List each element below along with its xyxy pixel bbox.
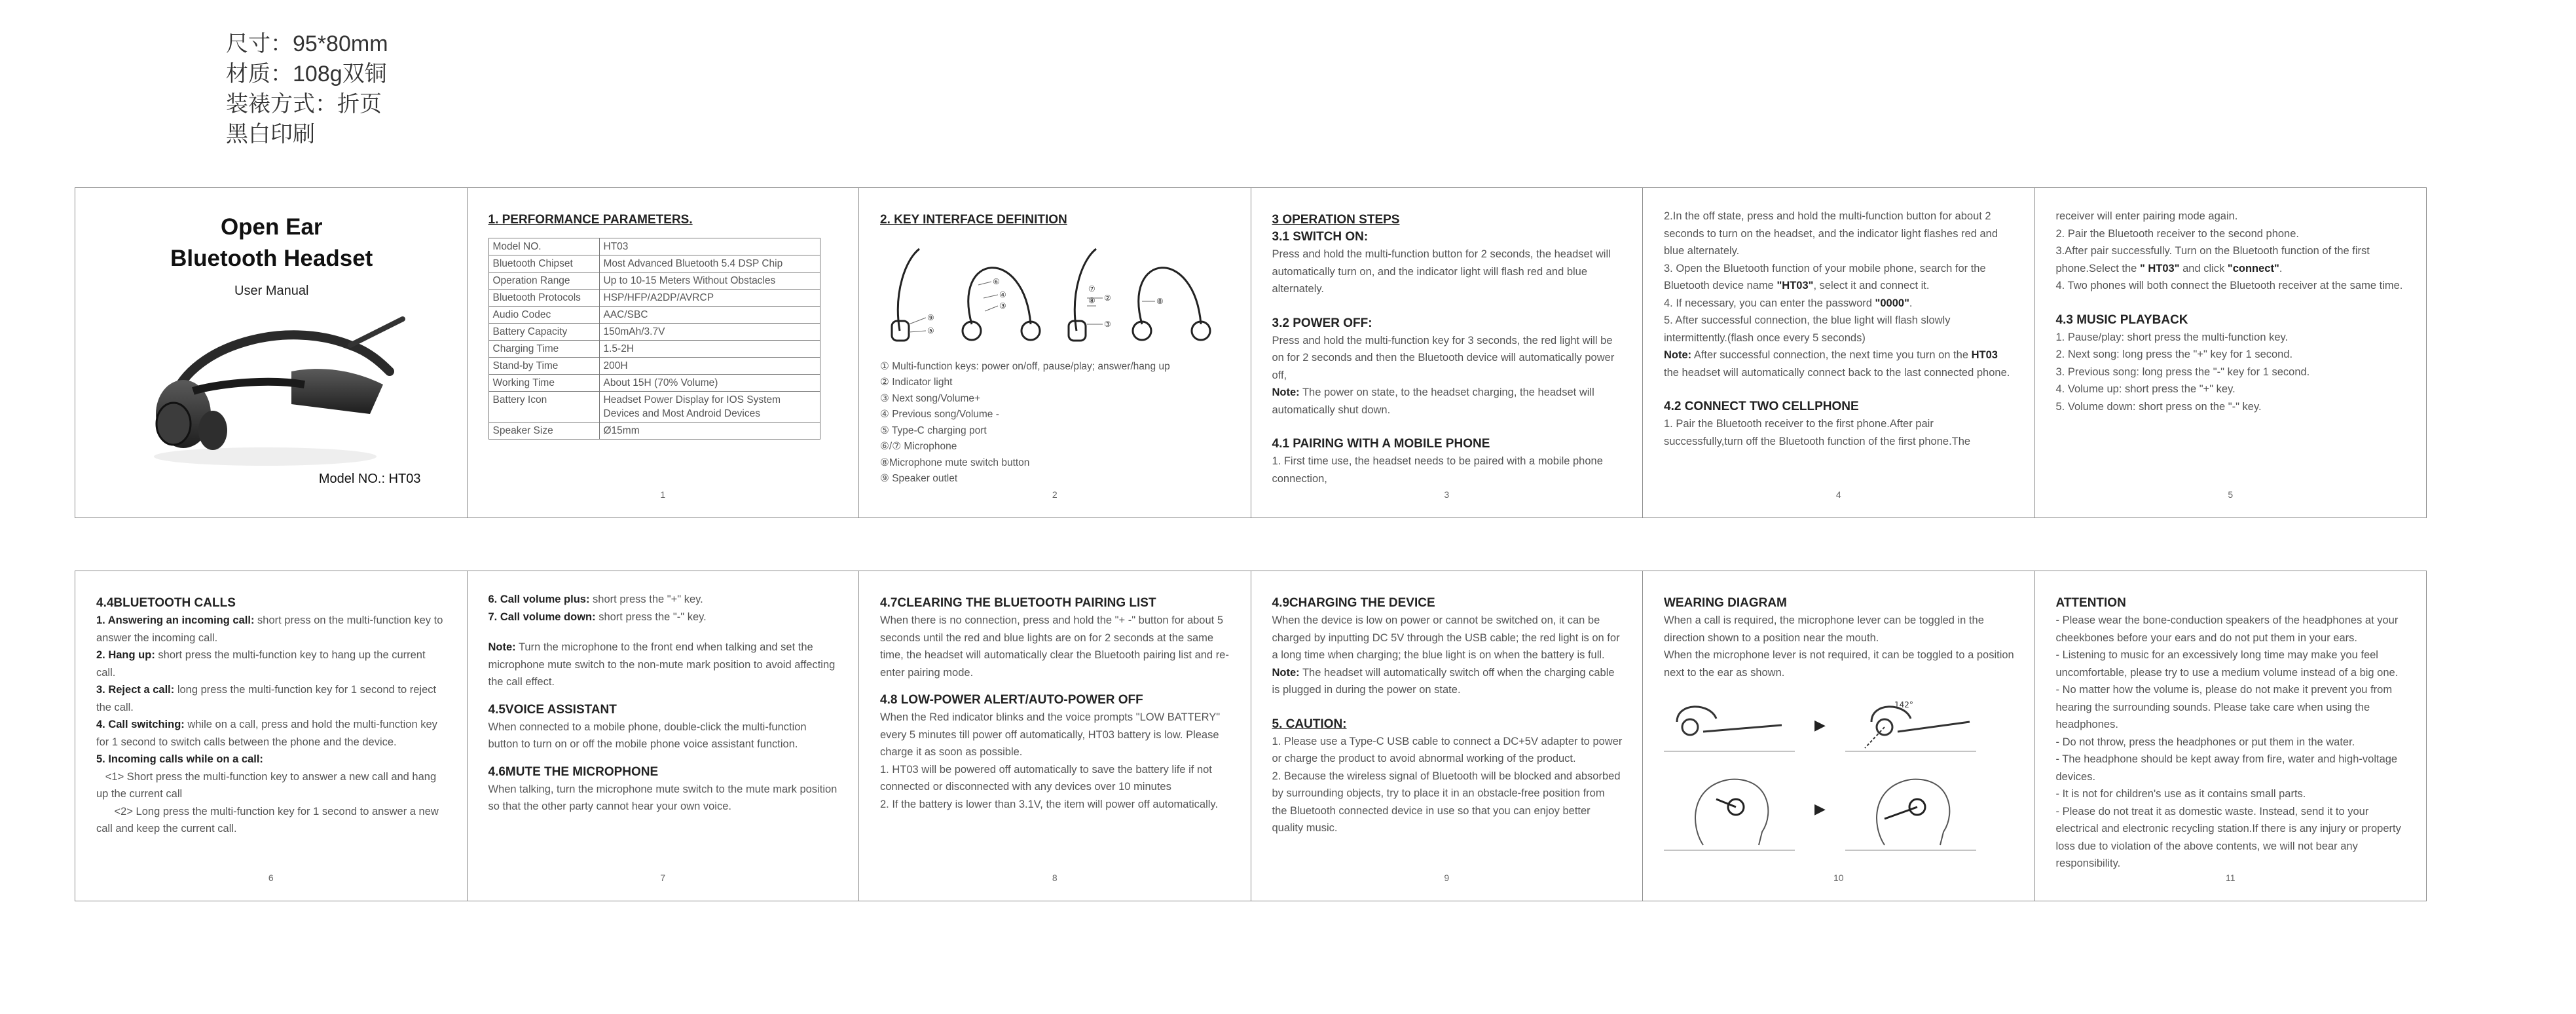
legend-item: ① Multi-function keys: power on/off, pause/play; answer/hang up: [880, 360, 1170, 372]
mute-text: When talking, turn the microphone mute switch to the mute mark position so that the other party cannot hear your own voice.: [488, 783, 837, 812]
spec-print: 黑白印刷: [226, 122, 315, 147]
pairing-note: [1664, 347, 2015, 381]
music-item: 5. Volume down: short press on the "-" key.: [2055, 400, 2262, 413]
text: 3.After pair successfully. Turn on the Bluetooth function of the first phone.Select the: [2055, 245, 2370, 274]
power-off-note: [1272, 384, 1623, 419]
switch-on-text: Press and hold the multi-function button for 2 seconds, the headset will automatically turn on, and the indicator light will flash red and blue alternately.: [1272, 248, 1611, 295]
two-phone-step-3: [2056, 242, 2407, 277]
text: .: [1909, 297, 1913, 309]
performance-heading: 1. PERFORMANCE PARAMETERS.: [488, 213, 693, 227]
spec-value: Ø15mm: [599, 423, 820, 440]
note-label: Note:: [1272, 666, 1300, 679]
attention-item: - It is not for children's use as it contains small parts.: [2055, 788, 2306, 800]
call-item: [96, 681, 447, 716]
spec-value: Most Advanced Bluetooth 5.4 DSP Chip: [599, 255, 820, 272]
spec-value: AAC/SBC: [599, 307, 820, 324]
spec-table: [488, 238, 820, 440]
spec-row: [488, 255, 820, 272]
page-8-panel: [859, 571, 1251, 901]
caution-item: 1. Please use a Type-C USB cable to connect a DC+5V adapter to power or charge the product to avoid abnormal working of the product.: [1272, 735, 1623, 764]
attention-heading: ATTENTION: [2055, 596, 2126, 610]
wearing-text-2: When the microphone lever is not required, it can be toggled to a position next to the ear as shown.: [1664, 649, 2014, 679]
spec-key: Stand-by Time: [488, 358, 599, 375]
page-10-panel: [1643, 571, 2035, 901]
spec-value: 200H: [599, 358, 820, 375]
attention-item: - No matter how the volume is, please do not make it prevent you from hearing the surrounding sounds. Please take care when using the headphones.: [2055, 684, 2393, 730]
spec-value: About 15H (70% Volume): [599, 375, 820, 392]
legend-item: ⑥/⑦ Microphone: [880, 441, 957, 452]
text: short press the "-" key.: [595, 610, 707, 623]
page-5-panel: [2035, 188, 2427, 517]
volume-up-item: [488, 591, 839, 609]
page-11-panel: [2035, 571, 2427, 901]
charging-text: When the device is low on power or cannot be switched on, it can be charged by inputting DC 5V through the USB cable; the red light is on for a long time when charging; the blue light is on when the battery is full.: [1272, 614, 1620, 661]
page-number: 9: [1444, 872, 1450, 883]
music-heading: 4.3 MUSIC PLAYBACK: [2055, 312, 2188, 327]
text: short press the "+" key.: [589, 593, 703, 605]
head-profile-mic-illustration: [1845, 766, 1976, 852]
clear-pairing-heading: 4.7CLEARING THE BLUETOOTH PAIRING LIST: [880, 596, 1156, 610]
spec-row: [488, 324, 820, 341]
spec-row: [488, 375, 820, 392]
headset-mic-down-illustration: [1664, 696, 1795, 755]
note-label: Note:: [1664, 349, 1692, 361]
spec-value: Up to 10-15 Meters Without Obstacles: [599, 272, 820, 290]
page-7-panel: [468, 571, 860, 901]
voice-assistant-heading: 4.5VOICE ASSISTANT: [488, 702, 617, 717]
svg-text:⑨: ⑨: [927, 313, 934, 322]
voice-assistant-text: When connected to a mobile phone, double-click the multi-function button to turn on or off the mobile phone voice assistant function.: [488, 721, 807, 750]
page-number: 5: [2228, 489, 2234, 500]
label: 2. Hang up:: [96, 649, 155, 661]
spec-row: [488, 290, 820, 307]
legend-item: ⑤ Type-C charging port: [880, 424, 987, 436]
page-6-panel: [75, 571, 468, 901]
legend-item: ⑧Microphone mute switch button: [880, 457, 1030, 468]
page-number: 3: [1444, 489, 1450, 500]
angle-label: 142°: [1894, 700, 1913, 709]
low-power-item: 1. HT03 will be powered off automatically to save the battery life if not connected or disconnected with any devices over 10 minutes: [880, 763, 1212, 793]
two-phone-step-2: 2. Pair the Bluetooth receiver to the second phone.: [2055, 227, 2299, 240]
spec-row: [488, 423, 820, 440]
call-item: [96, 612, 447, 647]
page-2-panel: [859, 188, 1251, 517]
spec-key: Battery Capacity: [488, 324, 599, 341]
text: , select it and connect it.: [1813, 280, 1930, 291]
label: 6. Call volume plus:: [488, 593, 590, 605]
text: short press the multi-function key to hang up the current call.: [96, 649, 426, 679]
page-number: 1: [660, 489, 666, 500]
charging-heading: 4.9CHARGING THE DEVICE: [1272, 596, 1435, 610]
pairing-step-4: [1664, 295, 2015, 312]
head-profile-illustration: [1664, 766, 1795, 852]
wearing-diagram-row-1: [1664, 696, 2015, 755]
call-item: [96, 751, 447, 768]
label: 7. Call volume down:: [488, 610, 596, 623]
page-number: 7: [660, 872, 666, 883]
call-sub-item: <1> Short press the multi-function key to answer a new call and hang up the current call: [96, 770, 439, 800]
legend-item: ④ Previous song/Volume -: [880, 409, 999, 420]
text: and click: [2179, 262, 2228, 274]
caution-item: 2. Because the wireless signal of Bluetooth will be blocked and absorbed by surrounding objects, try to place it in an obstacle-free position from the Bluetooth connected device in use so that you can enjoy better quality music.: [1272, 770, 1621, 834]
power-off-text: Press and hold the multi-function key for 3 seconds, the red light will be on for 2 seconds and then the Bluetooth device will automatically power off,: [1272, 334, 1615, 381]
page-1-panel: [468, 188, 860, 517]
note-label: Note:: [488, 641, 516, 653]
label: 1. Answering an incoming call:: [96, 614, 255, 626]
two-phone-heading: 4.2 CONNECT TWO CELLPHONE: [1664, 400, 1859, 413]
wearing-diagram-row-2: [1664, 766, 2015, 852]
clear-pairing-text: When there is no connection, press and hold the "+ -" button for about 5 seconds until the red and blue lights are on for 2 seconds at the same time, the headset will automatically clear the Bluetooth pairing list and re-enter pairing mode.: [880, 614, 1229, 679]
text: 3. Open the Bluetooth function of your mobile phone, search for the Bluetooth device name: [1664, 262, 1986, 291]
page-number: 8: [1052, 872, 1058, 883]
svg-text:⑧: ⑧: [1156, 297, 1164, 306]
spec-key: Working Time: [488, 375, 599, 392]
page-3-panel: [1251, 188, 1644, 517]
two-phone-text: 1. Pair the Bluetooth receiver to the first phone.After pair successfully,turn off the Bluetooth function of the first phone.The: [1664, 418, 1971, 447]
spec-row: [488, 392, 820, 423]
legend-item: ② Indicator light: [880, 377, 953, 388]
spec-binding: 装裱方式：折页: [226, 92, 382, 117]
spec-size: 尺寸：95*80mm: [226, 31, 388, 56]
spec-key: Charging Time: [488, 341, 599, 358]
headset-mic-angle-illustration: [1845, 696, 1976, 755]
key-interface-heading: 2. KEY INTERFACE DEFINITION: [880, 213, 1067, 227]
cover-panel: [75, 188, 468, 517]
legend-item: ③ Next song/Volume+: [880, 392, 981, 404]
spec-value: 150mAh/3.7V: [599, 324, 820, 341]
svg-text:⑤: ⑤: [927, 326, 934, 335]
spec-row: [488, 307, 820, 324]
model-number: Model NO.: HT03: [318, 471, 421, 486]
operation-heading: 3 OPERATION STEPS: [1272, 213, 1400, 227]
connect-label: "connect": [2227, 262, 2279, 274]
attention-item: - Listening to music for an excessively long time may make you feel uncomfortable, please try to use a medium volume instead of a big one.: [2055, 649, 2399, 679]
power-off-heading: 3.2 POWER OFF:: [1272, 316, 1372, 330]
volume-down-item: [488, 609, 839, 626]
attention-item: - Do not throw, press the headphones or put them in the water.: [2055, 736, 2355, 748]
spec-value: Headset Power Display for IOS System Devices and Most Android Devices: [599, 392, 820, 423]
spec-value: 1.5-2H: [599, 341, 820, 358]
arrow-icon: ▶: [1814, 800, 1826, 817]
spec-row: [488, 341, 820, 358]
svg-text:③: ③: [999, 301, 1006, 310]
call-sub-item: <2> Long press the multi-function key for 1 second to answer a new call and keep the current call.: [96, 805, 442, 835]
music-item: 4. Volume up: short press the "+" key.: [2055, 383, 2236, 395]
text: The headset will automatically switch off when the charging cable is plugged in during the power on state.: [1272, 666, 1615, 696]
arrow-icon: ▶: [1814, 716, 1826, 733]
low-power-heading: 4.8 LOW-POWER ALERT/AUTO-POWER OFF: [880, 693, 1143, 707]
device-name: "HT03": [1776, 280, 1814, 291]
spec-key: Speaker Size: [488, 423, 599, 440]
text: the headset will automatically connect back to the last connected phone.: [1664, 366, 2010, 379]
key-legend: [880, 359, 1231, 487]
pairing-step-3: [1664, 260, 2015, 295]
music-item: 2. Next song: long press the "+" key for 1 second.: [2055, 348, 2293, 360]
attention-item: - Please wear the bone-conduction speakers of the headphones at your cheekbones before your ears and do not put them in your ears.: [2055, 614, 2399, 644]
page-number: 10: [1833, 872, 1844, 883]
password: "0000": [1875, 297, 1909, 309]
spec-row: [488, 238, 820, 255]
low-power-item: 2. If the battery is lower than 3.1V, the item will power off automatically.: [880, 798, 1219, 810]
page-number: 11: [2225, 872, 2236, 883]
manual-row-2: [75, 571, 2427, 901]
label: 5. Incoming calls while on a call:: [96, 753, 263, 765]
call-item: [96, 647, 447, 681]
wearing-text-1: When a call is required, the microphone lever can be toggled in the direction shown to a position near the mouth.: [1664, 614, 1984, 644]
text: while on a call, press and hold the multi-function key for 1 second to switch calls between the phone and the device.: [96, 719, 437, 748]
note-label: Note:: [1272, 386, 1300, 398]
switch-on-heading: 3.1 SWITCH ON:: [1272, 230, 1369, 244]
spec-value: HSP/HFP/A2DP/AVRCP: [599, 290, 820, 307]
pairing-step-2: 2.In the off state, press and hold the multi-function button for about 2 seconds to turn on the headset, and the indicator light flashes red and blue alternately.: [1664, 210, 1998, 257]
text: 4. If necessary, you can enter the password: [1664, 297, 1875, 309]
spec-key: Bluetooth Chipset: [488, 255, 599, 272]
page-number: 4: [1835, 489, 1841, 500]
call-item: [96, 716, 447, 751]
music-item: 1. Pause/play: short press the multi-function key.: [2055, 331, 2289, 343]
calls-heading: 4.4BLUETOOTH CALLS: [96, 596, 236, 610]
page-number: 2: [1052, 489, 1058, 500]
spec-key: Battery Icon: [488, 392, 599, 423]
spec-key: Bluetooth Protocols: [488, 290, 599, 307]
cover-subtitle: User Manual: [234, 284, 309, 298]
spec-key: Audio Codec: [488, 307, 599, 324]
label: 4. Call switching:: [96, 719, 185, 730]
svg-text:⑦: ⑦: [1088, 284, 1095, 293]
cover-title-line1: Open Ear: [220, 214, 323, 240]
device-name: " HT03": [2139, 262, 2180, 274]
text: long press the multi-function key for 1 second to reject the call.: [96, 684, 437, 713]
attention-item: - The headphone should be kept away from fire, water and high-voltage devices.: [2055, 753, 2398, 783]
pairing-step-5: 5. After successful connection, the blue light will flash slowly intermittently.(flash once every 5 seconds): [1664, 314, 1951, 344]
pairing-text: 1. First time use, the headset needs to be paired with a mobile phone connection,: [1272, 455, 1603, 485]
music-item: 3. Previous song: long press the "-" key for 1 second.: [2055, 366, 2310, 378]
svg-text:③: ③: [1104, 320, 1111, 329]
spec-key: Operation Range: [488, 272, 599, 290]
print-spec: [226, 29, 388, 149]
svg-text:④: ④: [999, 290, 1006, 299]
spec-key: Model NO.: [488, 238, 599, 255]
spec-row: [488, 358, 820, 375]
text: .: [2279, 262, 2283, 274]
page-9-panel: [1251, 571, 1644, 901]
label: 3. Reject a call:: [96, 684, 175, 696]
page-4-panel: [1643, 188, 2035, 517]
spec-material: 材质：108g双铜: [226, 62, 387, 86]
charging-note: [1272, 664, 1623, 699]
spec-row: [488, 272, 820, 290]
headset-image: [134, 299, 422, 476]
svg-text:⑧: ⑧: [1088, 296, 1095, 305]
wearing-heading: WEARING DIAGRAM: [1664, 596, 1787, 610]
page-number: 6: [268, 872, 274, 883]
note-text: The power on state, to the headset charging, the headset will automatically shut down.: [1272, 386, 1594, 416]
legend-item: ⑨ Speaker outlet: [880, 473, 958, 484]
svg-text:②: ②: [1104, 293, 1111, 303]
two-phone-step-4: 4. Two phones will both connect the Bluetooth receiver at the same time.: [2055, 280, 2403, 291]
svg-text:⑥: ⑥: [993, 277, 1000, 286]
manual-row-1: [75, 187, 2427, 518]
spec-value: HT03: [599, 238, 820, 255]
model-name: HT03: [1971, 349, 1998, 361]
caution-heading: 5. CAUTION:: [1272, 717, 1347, 731]
text: After successful connection, the next time you turn on the: [1691, 349, 1972, 361]
headset-diagram: [880, 233, 1221, 344]
mic-note: [488, 639, 839, 691]
mute-heading: 4.6MUTE THE MICROPHONE: [488, 764, 659, 779]
text: Turn the microphone to the front end when talking and set the microphone mute switch to the non-mute mark position to avoid affecting the call effect.: [488, 641, 836, 688]
pairing-heading: 4.1 PAIRING WITH A MOBILE PHONE: [1272, 437, 1490, 451]
two-phone-step-1: receiver will enter pairing mode again.: [2055, 210, 2238, 222]
attention-item: - Please do not treat it as domestic waste. Instead, send it to your electrical and electronic recycling station.If there is any injury or property loss due to violation of the above contents, we will not bear any responsibility.: [2055, 805, 2401, 869]
cover-title-line2: Bluetooth Headset: [170, 246, 373, 271]
text: short press on the multi-function key to answer the incoming call.: [96, 614, 443, 644]
low-power-text: When the Red indicator blinks and the voice prompts "LOW BATTERY" every 5 minutes till power off automatically, HT03 battery is low. Please charge it as soon as possible.: [880, 711, 1221, 758]
